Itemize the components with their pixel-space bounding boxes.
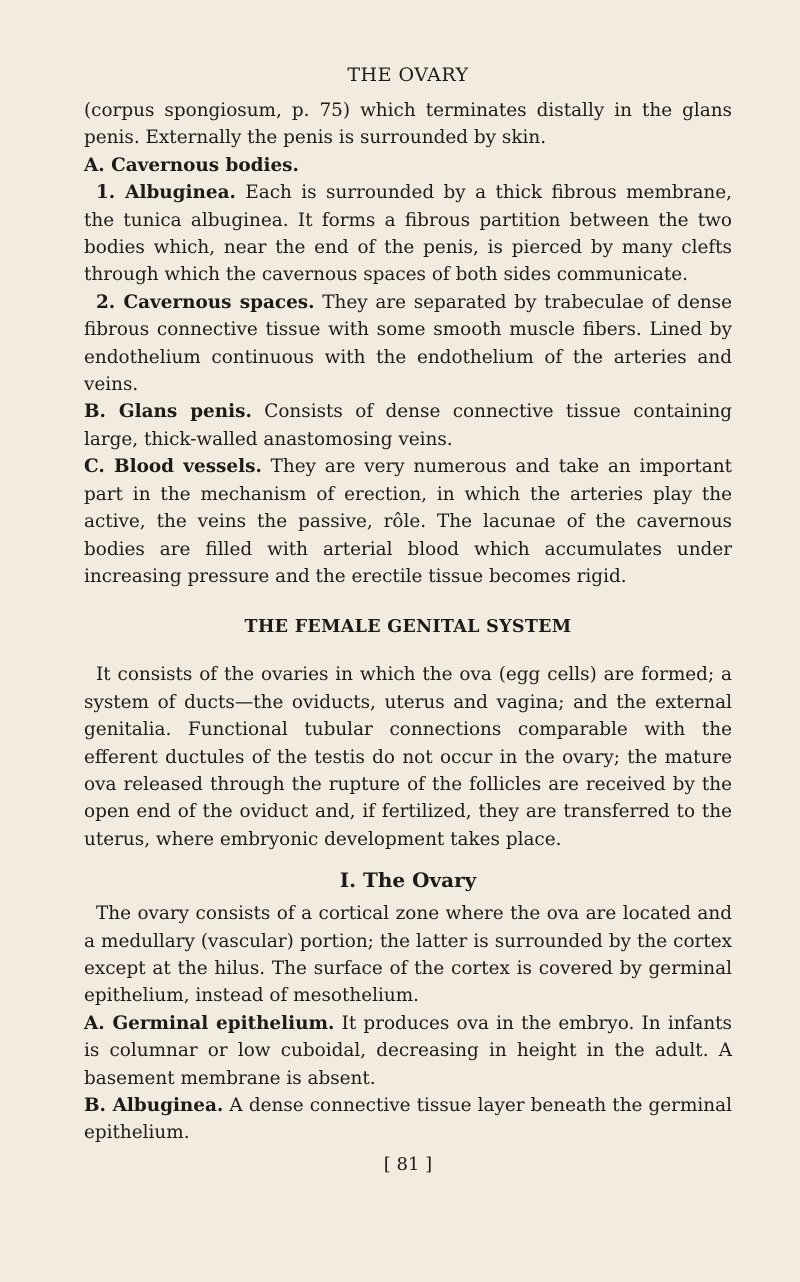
text-cavernous-spaces: They are separated by trabeculae of dense fibrous connective tissue with some smooth muscle fibers. Lined by endothelium continuous with the endothelium of the arteries and veins. [84, 291, 732, 396]
label-blood-vessels: C. Blood vessels. [84, 456, 262, 478]
label-glans-penis: B. Glans penis. [84, 401, 252, 423]
text-germinal-epithelium: It produces ova in the embryo. In infants is columnar or low cuboidal, decreasing in height in the adult. A basement membrane is absent. [84, 1012, 732, 1089]
page-number: [ 81 ] [383, 1153, 433, 1175]
text-glans-penis: Consists of dense connective tissue containing large, thick-walled anastomosing veins. [84, 401, 733, 450]
paragraph-female-genital-intro: It consists of the ovaries in which the ova (egg cells) are formed; a system of ducts—the oviducts, uterus and vagina; and the external genitalia. Functional tubular connections comparable with the efferent ductules of the testis do not occur in the ovary; the mature ova released through the rupture of the follicles are received by the open end of the oviduct and, if fertilized, they are transferred to the uterus, where embryonic development takes place. [84, 664, 732, 850]
label-ovary-albuginea: B. Albuginea. [84, 1095, 224, 1116]
label-germinal-epithelium: A. Germinal epithelium. [84, 1012, 335, 1034]
paragraph-ovary-intro: The ovary consists of a cortical zone where the ova are located and a medullary (vascular) portion; the latter is surrounded by the cortex except at the hilus. The surface of the cortex is covered by germinal epithelium, instead of mesothelium. [84, 903, 732, 1007]
paragraph-glans-penis [84, 398, 732, 453]
paragraph-albuginea [84, 179, 732, 289]
paragraph-corpus-spongiosum: (corpus spongiosum, p. 75) which terminates distally in the glans penis. Externally the penis is surrounded by skin. [84, 100, 732, 149]
paragraph-germinal-epithelium [84, 1010, 732, 1092]
book-page [84, 62, 732, 1178]
heading-cavernous-bodies [84, 152, 732, 179]
running-head: THE OVARY [347, 64, 469, 86]
heading-cavernous-bodies-label: A. Cavernous bodies. [84, 154, 299, 176]
label-albuginea: 1. Albuginea. [96, 182, 236, 204]
paragraph-ovary-albuginea [84, 1092, 732, 1147]
paragraph-cavernous-spaces [84, 289, 732, 399]
text-albuginea: Each is surrounded by a thick fibrous membrane, the tunica albuginea. It forms a fibrous partition between the two bodies which, near the end of the penis, is pierced by many clefts through which the cavernous spaces of both sides communicate. [84, 182, 732, 286]
subsection-heading-ovary: I. The Ovary [339, 868, 477, 893]
label-cavernous-spaces: 2. Cavernous spaces. [96, 291, 315, 313]
section-heading-female-genital-system: THE FEMALE GENITAL SYSTEM [244, 617, 572, 638]
text-ovary-albuginea: A dense connective tissue layer beneath the germinal epithelium. [84, 1095, 732, 1144]
paragraph-blood-vessels [84, 453, 732, 590]
text-blood-vessels: They are very numerous and take an important part in the mechanism of erection, in which the arteries play the active, the veins the passive, rôle. The lacunae of the cavernous bodies are filled with arterial blood which accumulates under increasing pressure and the erectile tissue becomes rigid. [84, 456, 732, 587]
